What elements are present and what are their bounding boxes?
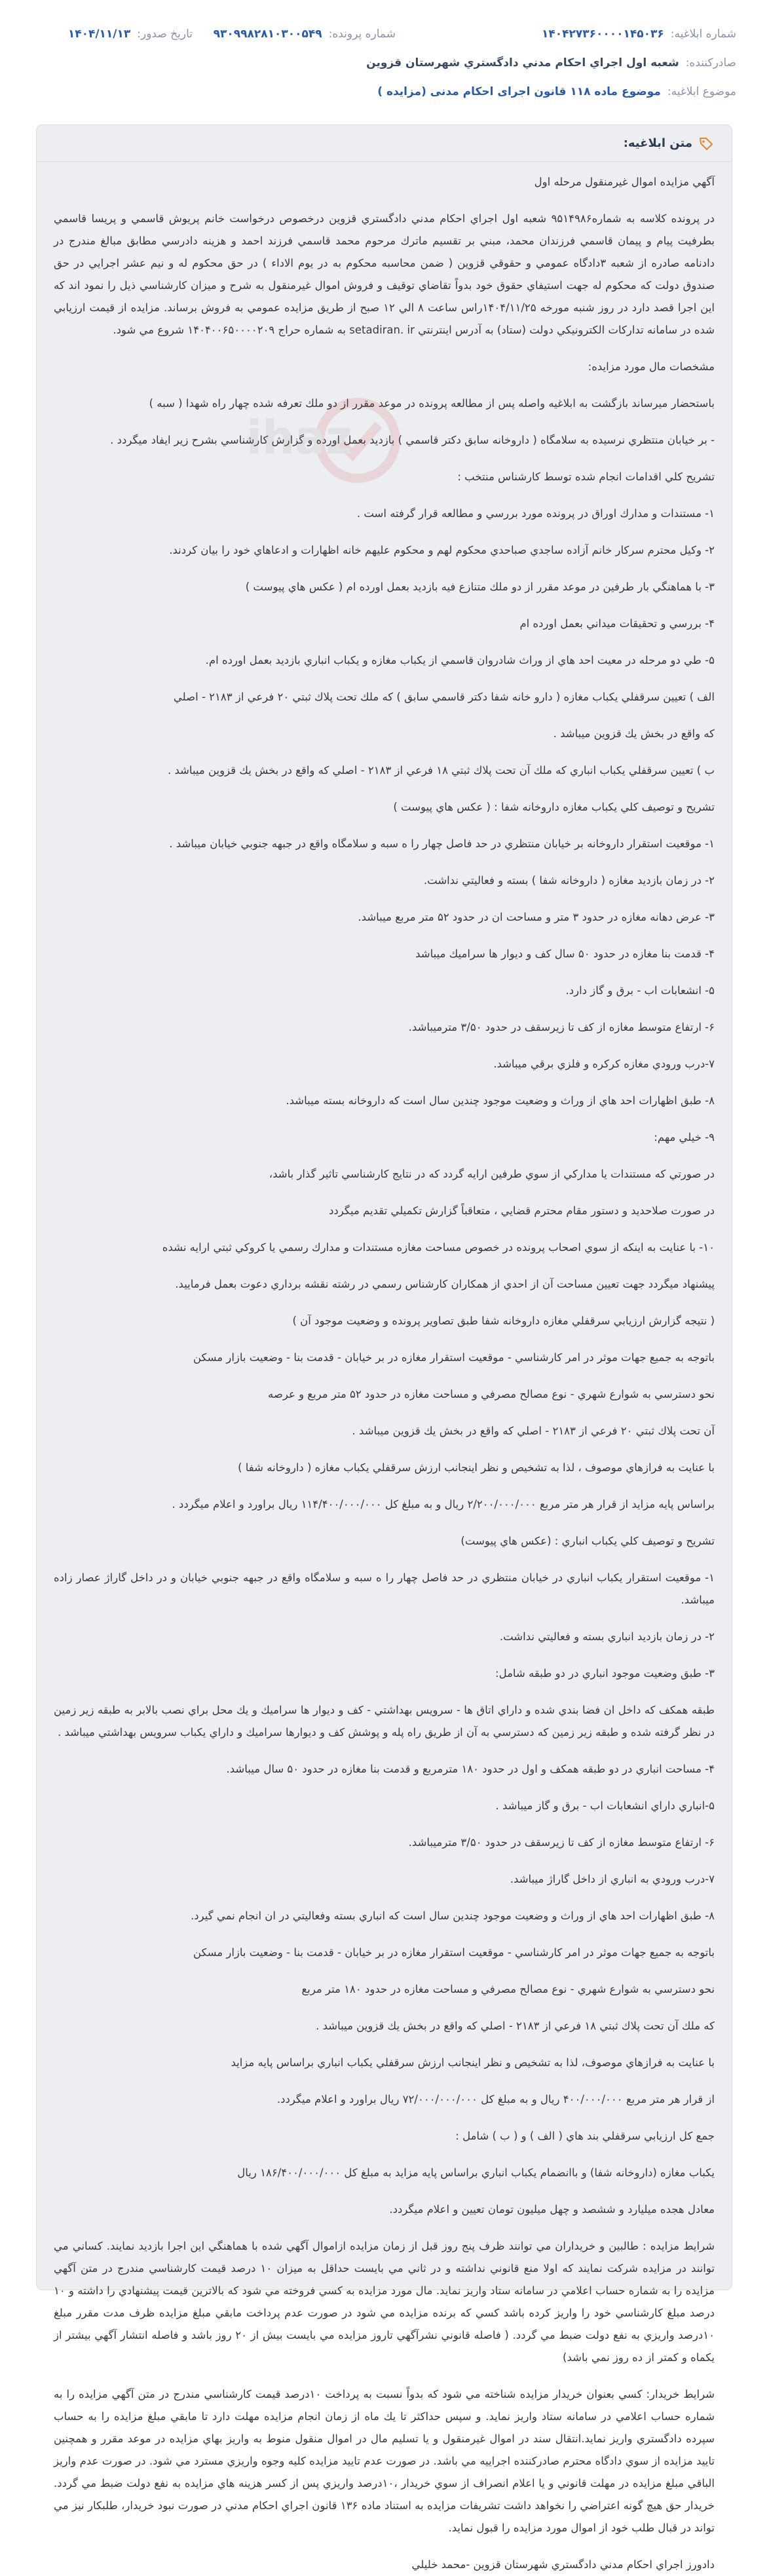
- notice-number-label: شماره ابلاغیه:: [670, 28, 736, 41]
- notice-paragraph: در صورتي كه مستندات يا مداركي از سوي طرفين ارايه گردد كه در نتايج كارشناسي تاثير گذار باشد،: [269, 1168, 715, 1180]
- notice-paragraph: آگهي مزايده اموال غيرمنقول مرحله اول: [534, 176, 715, 188]
- card-title-text: متن ابلاغیه:: [623, 136, 692, 150]
- notice-text-card: [36, 125, 732, 2571]
- notice-paragraph: مشخصات مال مورد مزايده:: [588, 360, 715, 373]
- notice-paragraph: ۷-درب ورودي مغازه كركره و فلزي برقي ميباشد.: [493, 1058, 715, 1070]
- subject-value: موضوع ماده ۱۱۸ قانون اجرای احکام مدنی (مزایده ): [377, 85, 661, 98]
- notice-paragraph: ۲- در زمان بازديد انباري بسته و فعاليتي نداشت.: [499, 1630, 715, 1643]
- notice-paragraph: آن تحت پلاك ثبتي ۲۰ فرعي از ۲۱۸۳ - اصلي كه واقع در بخش يك قزوين ميباشد .: [352, 1425, 715, 1437]
- notice-paragraph: باتوجه به جميع جهات موثر در امر كارشناسي - موقعيت استقرار مغازه در بر خيابان - قدمت بنا - وضعيت بازار مسكن: [193, 1351, 715, 1364]
- case-number-label: شماره پرونده:: [328, 28, 396, 41]
- notice-paragraph: ۸- طبق اظهارات احد هاي از وراث و وضعيت موجود چندين سال است كه داروخانه بسته ميباشد.: [286, 1094, 715, 1107]
- notice-paragraph: ۱- موقعيت استقرار داروخانه بر خيابان منتظري در حد فاصل چهار را ه سبه و سلامگاه واقع در جبهه جنوبي خيابان ميباشد .: [169, 837, 715, 850]
- notice-paragraph: دادورز اجراي احكام مدني دادگستري شهرستان قزوين -محمد خليلي: [411, 2558, 715, 2571]
- notice-paragraph: طبقه همكف كه داخل ان فضا بندي شده و داراي اتاق ها - سرويس بهداشتي - كف و ديوار ها سراميك و يك محل براي نصب بالابر به طبقه زير زمين در نظر گرفته شده و طبقه زير زمين كه دسترسي به آن از طريق راه پله و پوشش كف و ديوارها سراميك و داراي يكباب سرويس بهداشتي ميباشد .: [54, 1704, 715, 1739]
- tag-icon: [699, 136, 713, 151]
- notice-paragraph: الف ) تعيين سرقفلي يكباب مغازه ( دارو خانه شفا دكتر قاسمي سابق ) كه ملك تحت پلاك ثبتي ۲۰ فرعي از ۲۱۸۳ - اصلي: [173, 691, 715, 703]
- notice-paragraph: شرايط خريدار: كسي بعنوان خريدار مزايده شناخته مي شود كه بدواً نسبت به پرداخت ۱۰درصد قيمت كارشناسي مندرج در متن آگهي مزايده را به شماره حساب اعلامي در سامانه ستاد واريز نمايد. و سپس حداكثر تا يك ماه از زمان انجام مزايده مهلت دارد تا مابقي مبلغ مزايده را به حساب سپرده دادگستري واريز نمايد.انتقال سند در اموال غيرمنقول و يا تسليم مال در اموال منقول منوط به واريز بهاي مزايده در موعد مقرر و همچنين تاييد مزايده از سوي دادگاه محترم صادركننده اجراييه مي باشد. در صورت عدم تاييد مزايده كليه وجوه واريزي مسترد مي شود. در صورت عدم واريز الباقي مبلغ مزايده در مهلت قانوني و يا اعلام انصراف از سوي خريدار ،۱۰درصد واريزي پس از كسر هزينه هاي مزايده به نفع دولت ضبط مي گردد. خريدار حق هيچ گونه اعتراضي را نخواهد داشت تشريفات مزايده به استناد ماده ۱۳۶ قانون اجراي احكام مدني در صورت نبود خريدار، طلبكار نيز مي تواند در قبال طلب خود از اموال مورد مزايده را قبول نمايد.: [54, 2388, 715, 2534]
- issue-date-value: ۱۴۰۴/۱۱/۱۳: [67, 28, 131, 41]
- issue-date: [35, 28, 193, 41]
- notice-paragraph: جمع كل ارزيابي سرقفلي بند هاي ( الف ) و ( ب ) شامل :: [455, 2130, 715, 2142]
- notice-paragraph: ۱۰- با عنايت به اينكه از سوي اصحاب پرونده در خصوص مساحت مغازه مستندات و مدارك رسمي يا كروكي ثبتي ارايه نشده: [162, 1241, 715, 1254]
- notice-paragraph: ۵-انباري داراي انشعابات اب - برق و گاز ميباشد .: [495, 1799, 715, 1812]
- header-row-3: [33, 77, 736, 106]
- notice-paragraph: ۳- با هماهنگي بار طرفين در موعد مقرر از دو ملك متنازع فيه بازديد بعمل اورده ام ( عكس هاي پيوست ): [245, 581, 715, 593]
- subject: [377, 85, 736, 98]
- notice-paragraph: پيشنهاد ميگردد جهت تعيين مساحت آن از احدي از همكاران كارشناس رسمي در رشته نقشه برداري دعوت بعمل فرماييد.: [175, 1278, 715, 1290]
- notice-paragraph: تشريح و توصيف كلي يكباب انباري : (عكس هاي پيوست): [460, 1535, 715, 1547]
- notice-paragraph: باستحضار ميرساند بازگشت به ابلاغيه واصله پس از مطالعه پرونده در موعد مقرر از دو ملك تعرفه شده چهار راه شهدا ( سبه ): [149, 397, 715, 410]
- notice-paragraph: در صورت صلاحديد و دستور مقام محترم قضايي ، متعاقباً گزارش تكميلي تقديم ميگردد: [329, 1204, 715, 1217]
- notice-paragraph: ۱- مستندات و مدارك اوراق در پرونده مورد بررسي و مطالعه قرار گرفته است .: [356, 507, 715, 520]
- notice-paragraph: ۷-درب ورودي به انباري از داخل گاراژ ميباشد.: [510, 1873, 715, 1885]
- notice-paragraph: ( نتيجه گزارش ارزيابي سرقفلي مغازه داروخانه شفا طبق تصاوير پرونده و وضعيت موجود آن ): [292, 1315, 715, 1327]
- notice-paragraph: از قرار هر متر مربع ۴۰۰/۰۰۰/۰۰۰ ريال و به مبلغ كل ۷۲/۰۰۰/۰۰۰/۰۰۰ ريال براورد و اعلام ميگردد.: [276, 2093, 715, 2105]
- notice-paragraph: ب ) تعيين سرقفلي يكباب انباري كه ملك آن تحت پلاك ثبتي ۱۸ فرعي از ۲۱۸۳ - اصلي كه واقع در بخش يك قزوين ميباشد .: [167, 764, 715, 777]
- issuer-value: شعبه اول اجراي احكام مدني دادگستري شهرستان قزوين: [366, 56, 679, 69]
- notice-paragraph: - بر خيابان منتظري نرسيده به سلامگاه ( داروخانه سابق دكتر قاسمي ) بازديد بعمل اورده و گزارش كارشناسي بشرح زير ايفاد ميگردد .: [110, 434, 715, 446]
- watermark-text: ihaz: [246, 411, 352, 465]
- notice-paragraph: ۴- بررسي و تحقيقات ميداني بعمل اورده ام: [519, 617, 715, 630]
- notice-paragraph: كه واقع در بخش يك قزوين ميباشد .: [553, 727, 715, 740]
- subject-label: موضوع ابلاغیه:: [667, 85, 736, 98]
- issuer-label: صادرکننده:: [685, 56, 736, 69]
- notice-paragraph: ۶- ارتفاع متوسط مغازه از كف تا زيرسقف در حدود ۳/۵۰ مترميباشد.: [408, 1021, 715, 1033]
- header-row-1: [33, 20, 736, 48]
- notice-paragraph: براساس پايه مزايد از قرار هر متر مربع ۲/۲۰۰/۰۰۰/۰۰۰ ريال و به مبلغ كل ۱۱۴/۴۰۰/۰۰۰/۰۰۰ ريال براورد و اعلام ميگردد .: [172, 1498, 715, 1510]
- notice-paragraph: ۳- عرض دهانه مغازه در حدود ۳ متر و مساحت ان در حدود ۵۲ متر مربع ميباشد.: [358, 911, 715, 923]
- notice-number-value: ۱۴۰۴۲۷۳۶۰۰۰۰۱۴۵۰۳۶: [541, 28, 664, 41]
- notice-paragraph: تشريح كلي اقدامات انجام شده توسط كارشناس منتخب :: [457, 471, 715, 483]
- notice-body: [37, 162, 732, 2576]
- notice-paragraph: باتوجه به جميع جهات موثر در امر كارشناسي - موقعيت استقرار مغازه در بر خيابان - قدمت بنا - وضعيت بازار مسكن: [193, 1946, 715, 1959]
- notice-paragraph: با عنايت به فرازهاي موصوف، لذا به تشخيص و نظر اينجانب ارزش سرقفلي يكباب انباري براساس پايه مزايد: [231, 2056, 715, 2069]
- notice-paragraph: ۵- انشعابات اب - برق و گاز دارد.: [565, 984, 715, 997]
- notice-paragraph: ۳- طبق وضعيت موجود انباري در دو طبقه شامل:: [495, 1667, 715, 1680]
- notice-paragraph: ۹- خيلي مهم:: [654, 1131, 715, 1144]
- case-number: [193, 28, 396, 41]
- notice-paragraph: در پرونده كلاسه به شماره۹۵۱۴۹۸۶ شعبه اول اجراي احكام مدني دادگستري قزوين درخصوص درخواست خانم پريوش قاسمي و پريسا قاسمي بطرفيت پيام و پيمان قاسمي فرزندان محمد، مبني بر تقسيم ماترك مرحوم محمد قاسمي فرزند احمد و هزينه دادرسي مطابق مبالغ مندرج در دادنامه صادره از شعبه ۳دادگاه عمومي و حقوقي قزوين ( ضمن محاسبه محكوم به در يوم الاداء ) در حق محكوم له و نيم عشر اجرايي در حق صندوق دولت كه محكوم له جهت استيفاي حقوق خود بدواً تقاضاي توقيف و فروش اموال غيرمنقول به شرح و ميزان كارشناسي ذيل را نمود اند كه اين اجرا قصد دارد در روز شنبه مورخه ۱۴۰۴/۱۱/۲۵راس ساعت ۸ الي ۱۲ صبح از طريق مزايده عمومي به فروش برساند. مزايده از قيمت ارزيابي شده در سامانه تداركات الكترونيكي دولت (ستاد) به آدرس اينترنتي setadiran. ir به شماره حراج ۱۴۰۴۰۰۶۵۰۰۰۰۲۰۹ شروع مي شود.: [54, 212, 715, 336]
- notice-paragraph: ۲- وكيل محترم سركار خانم آزاده ساجدي صباحدي محكوم لهم و محكوم عليهم خانه اظهارات و ادعاهاي خود را بيان كردند.: [169, 544, 715, 556]
- card-title: [37, 125, 732, 162]
- notice-paragraph: تشريح و توصيف كلي يكباب مغازه داروخانه شفا : ( عكس هاي پيوست ): [393, 801, 715, 813]
- issuer: [366, 56, 736, 69]
- notice-paragraph: نحو دسترسي به شوارع شهري - نوع مصالح مصرفي و مساحت مغازه در حدود ۱۸۰ متر مربع: [301, 1983, 715, 1995]
- issue-date-label: تاریخ صدور:: [137, 28, 193, 41]
- notice-number: [396, 28, 736, 41]
- case-number-value: ۹۳۰۹۹۸۲۸۱۰۳۰۰۵۴۹: [213, 28, 322, 41]
- notice-paragraph: ۵- طي دو مرحله در معيت احد هاي از وراث شادروان قاسمي از يكباب مغازه و يكباب انباري بازديد بعمل اورده ام.: [205, 654, 715, 666]
- notice-paragraph: ۴- قدمت بنا مغازه در حدود ۵۰ سال كف و ديوار ها سراميك ميباشد: [415, 948, 715, 960]
- notice-paragraph: يكباب مغازه (داروخانه شفا) و باانضمام يكباب انباري براساس پايه مزايد به مبلغ كل ۱۸۶/۴۰۰/۰۰۰/۰۰۰ ريال: [237, 2166, 715, 2179]
- notice-paragraph: با عنايت به فرازهاي موصوف ، لذا به تشخيص و نظر اينجانب ارزش سرقفلي يكباب مغازه ( داروخانه شفا ): [238, 1461, 715, 1474]
- notice-paragraph: شرايط مزايده : طالبين و خريداران مي توانند ظرف پنج روز قبل از زمان مزايده ازاموال آگهي شده با هماهنگي اين اجرا بازديد نمايند. كساني مي توانند در مزايده شركت نمايند كه اولا منع قانوني نداشته و در ثاني مي بايست حداقل به ميزان ۱۰ درصد قيمت كارشناسي مندرج در متن آگهي مزايده را به شماره حساب اعلامي در سامانه ستاد واريز نمايد. مال مورد مزايده به كسي فروخته مي شود كه بالاترين قيمت پيشنهادي را داشته و ۱۰ درصد مبلغ كارشناسي خود را واريز كرده باشد كسي كه برنده مزايده مي شود در صورت عدم پرداخت مابقي مبلغ مزايده ظرف مدت مقرر مبلغ ۱۰درصد واريزي به نفع دولت ضبط مي گردد. ( فاصله قانوني نشرآگهي تاروز مزايده مي بايست بيش از ۲۰ روز باشد و فاصله انتشار آگهي بيشتر از يكماه و كمتر از ده روز نمي باشد): [54, 2240, 715, 2364]
- notice-paragraph: ۲- در زمان بازديد مغازه ( داروخانه شفا ) بسته و فعاليتي نداشت.: [423, 874, 715, 887]
- header-row-2: [33, 48, 736, 77]
- notice-header: [0, 0, 769, 131]
- notice-paragraph: ۱- موقعيت استقرار يكباب انباري در خيابان منتظري در حد فاصل چهار را ه سبه و سلامگاه واقع در جبهه جنوبي خيابان و در داخل گاراژ عصار زاده ميباشد.: [54, 1571, 715, 1606]
- notice-paragraph: ۴- مساحت انباري در دو طبقه همكف و اول در حدود ۱۸۰ مترمربع و قدمت بنا مغازه در حدود ۵۰ سال ميباشد.: [226, 1763, 715, 1775]
- notice-paragraph: ۶- ارتفاع متوسط مغازه از كف تا زيرسقف در حدود ۳/۵۰ مترميباشد.: [408, 1836, 715, 1849]
- notice-paragraph: نحو دسترسي به شوارع شهري - نوع مصالح مصرفي و مساحت مغازه در حدود ۵۲ متر مربع و عرصه: [268, 1388, 715, 1400]
- notice-paragraph: معادل هجده ميليارد و ششصد و چهل ميليون تومان تعيين و اعلام ميگردد.: [389, 2203, 715, 2216]
- notice-paragraph: كه ملك آن تحت پلاك ثبتي ۱۸ فرعي از ۲۱۸۳ - اصلي كه واقع در بخش يك قزوين ميباشد .: [316, 2020, 715, 2032]
- notice-paragraph: ۸- طبق اظهارات احد هاي از وراث و وضعيت موجود چندين سال است كه انباري بسته وفعاليتي در ان انجام نمي گيرد.: [191, 1910, 715, 1922]
